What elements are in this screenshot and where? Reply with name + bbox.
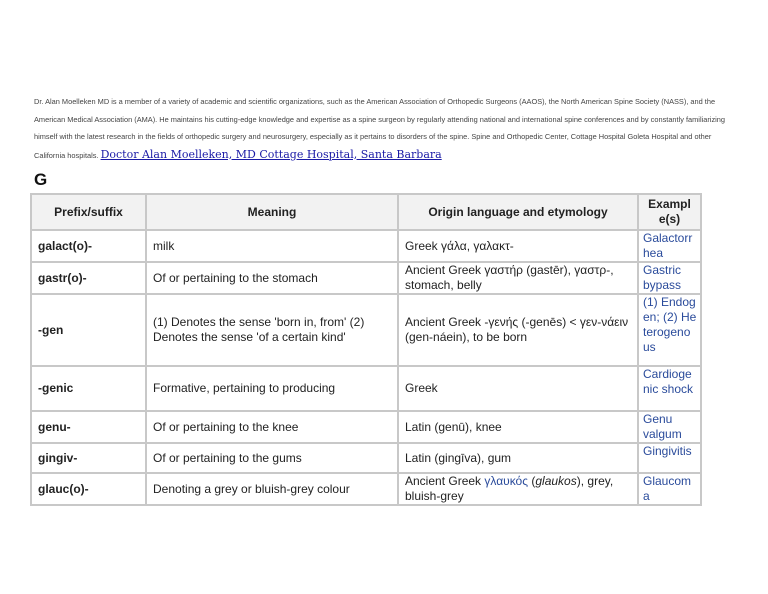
origin-cell: Ancient Greek γαστήρ (gastēr), γαστρ-, stomach, belly — [398, 262, 638, 294]
prefix-cell: genu- — [31, 411, 146, 443]
greek-word-link[interactable]: γλαυκός — [484, 474, 529, 488]
prefix-cell: glauc(o)- — [31, 473, 146, 505]
table-header-row — [31, 194, 701, 230]
prefix-cell: -genic — [31, 366, 146, 411]
intro-text: Dr. Alan Moelleken MD is a member of a variety of academic and scientific organizations, such as the American Association of Orthopedic Surgeons (AAOS), the North American Spine Society (NASS), and the American Medical Association (AMA). He maintains his cutting-edge knowledge and expertise as a spine surgeon by regularly attending national and international spine conferences and by constantly familiarizing himself with the latest research in the fields of orthopedic surgery and neurosurgery, especially as it pertains to disorders of the spine. Spine and Orthopedic Center, Cottage Hospital Goleta Hospital and other California hospitals. — [34, 97, 726, 160]
section-heading: G — [34, 170, 48, 189]
meaning-cell: Of or pertaining to the gums — [146, 443, 398, 473]
meaning-cell: Of or pertaining to the knee — [146, 411, 398, 443]
example-link[interactable]: (1) Endogen; (2) Heterogenous — [638, 294, 701, 366]
origin-text: ( — [528, 474, 536, 488]
example-link[interactable]: Glaucoma — [638, 473, 701, 505]
meaning-cell: (1) Denotes the sense 'born in, from' (2) Denotes the sense 'of a certain kind' — [146, 294, 398, 366]
header-origin: Origin language and etymology — [398, 194, 638, 230]
header-meaning: Meaning — [146, 194, 398, 230]
prefix-cell: -gen — [31, 294, 146, 366]
example-link[interactable]: Genu valgum — [638, 411, 701, 443]
table-row — [31, 366, 701, 411]
intro-paragraph — [34, 93, 734, 164]
meaning-cell: Formative, pertaining to producing — [146, 366, 398, 411]
example-link[interactable]: Gastric bypass — [638, 262, 701, 294]
origin-cell: Latin (genū), knee — [398, 411, 638, 443]
origin-cell: Greek γάλα, γαλακτ- — [398, 230, 638, 262]
origin-text: ), grey, bluish-grey — [405, 474, 614, 503]
origin-cell: Latin (gingīva), gum — [398, 443, 638, 473]
origin-cell: Greek — [398, 366, 638, 411]
table-row — [31, 443, 701, 473]
meaning-cell: Of or pertaining to the stomach — [146, 262, 398, 294]
prefix-table — [30, 193, 702, 506]
table-row — [31, 473, 701, 505]
table-row — [31, 262, 701, 294]
prefix-cell: galact(o)- — [31, 230, 146, 262]
origin-cell: Ancient Greek -γενής (-genēs) < γεν-νάειν (gen-náein), to be born — [398, 294, 638, 366]
header-prefix: Prefix/suffix — [31, 194, 146, 230]
table-row — [31, 230, 701, 262]
example-link[interactable]: Gingivitis — [638, 443, 701, 473]
prefix-cell: gingiv- — [31, 443, 146, 473]
example-link[interactable]: Galactorrhea — [638, 230, 701, 262]
origin-cell — [398, 473, 638, 505]
doctor-link[interactable]: Doctor Alan Moelleken, MD Cottage Hospital, Santa Barbara — [100, 147, 442, 161]
meaning-cell: Denoting a grey or bluish-grey colour — [146, 473, 398, 505]
table-row — [31, 411, 701, 443]
example-link[interactable]: Cardiogenic shock — [638, 366, 701, 411]
header-examples: Exampl e(s) — [638, 194, 701, 230]
table-row — [31, 294, 701, 366]
transliteration: glaukos — [535, 474, 577, 488]
origin-text: Ancient Greek — [405, 474, 485, 488]
meaning-cell: milk — [146, 230, 398, 262]
prefix-cell: gastr(o)- — [31, 262, 146, 294]
